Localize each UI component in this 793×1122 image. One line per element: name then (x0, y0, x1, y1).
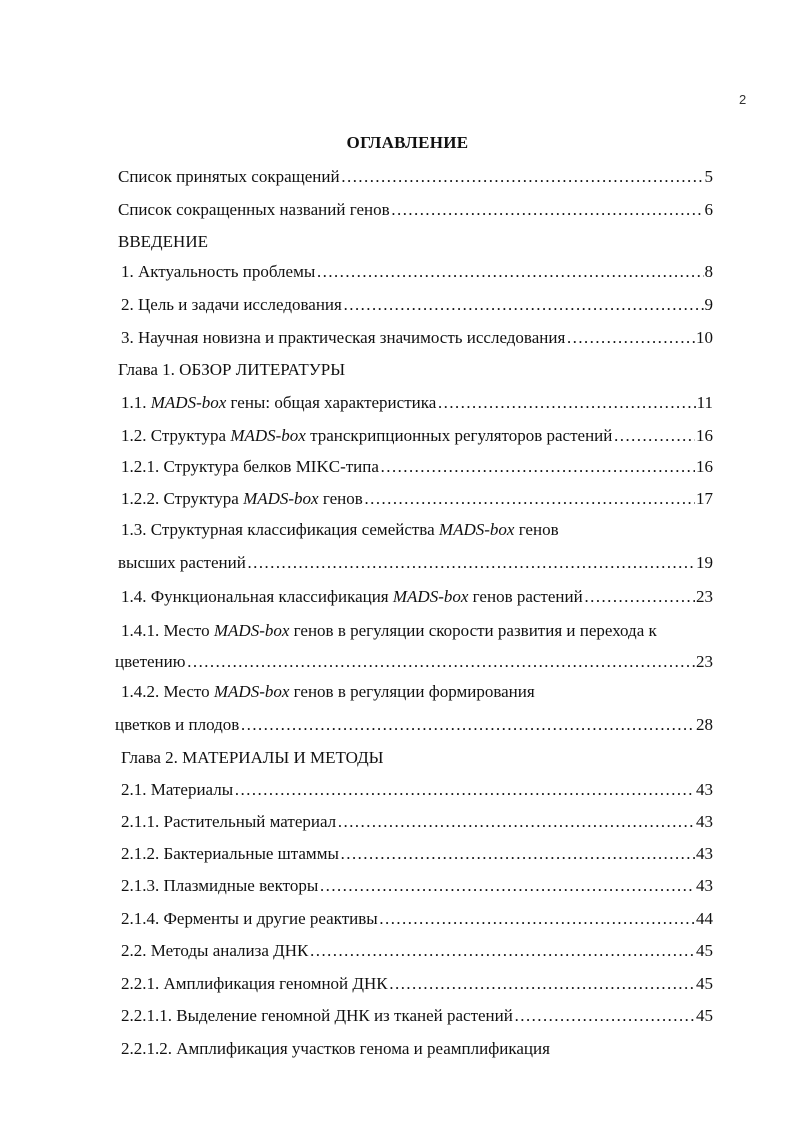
toc-entry-title (121, 456, 379, 478)
toc-entry-title (118, 199, 390, 221)
toc-entry[interactable] (121, 1005, 713, 1027)
toc-text: генов (318, 489, 363, 508)
dot-leader (584, 586, 695, 608)
toc-text: генов растений (468, 587, 583, 606)
dot-leader (364, 488, 695, 510)
toc-entry-title (121, 747, 384, 769)
dot-leader (340, 843, 695, 865)
toc-text: 2.2. Методы анализа ДНК (121, 941, 309, 960)
gene-family-italic: MADS-box (213, 682, 290, 701)
toc-entry-title (121, 425, 612, 447)
toc-entry[interactable] (121, 392, 713, 414)
dot-leader (343, 294, 704, 316)
toc-page-number: 43 (696, 844, 713, 863)
toc-entry[interactable] (121, 940, 713, 962)
toc-entry[interactable] (121, 973, 713, 995)
toc-entry[interactable] (121, 488, 713, 510)
toc-text: 1.2.2. Структура (121, 489, 244, 508)
toc-page-number: 44 (696, 909, 713, 928)
toc-entry-title (121, 294, 342, 316)
toc-page-number: 43 (696, 876, 713, 895)
toc-page-number: 16 (696, 457, 713, 476)
toc-entry-title (121, 843, 339, 865)
toc-page-number: 10 (696, 328, 713, 347)
toc-entry-title (121, 327, 565, 349)
dot-leader (341, 166, 704, 188)
toc-entry[interactable] (118, 552, 713, 574)
toc-entry[interactable] (121, 519, 559, 541)
toc-entry-title (121, 779, 233, 801)
toc-page-number: 23 (696, 587, 713, 606)
toc-entry-title (121, 519, 559, 541)
toc-entry-title (121, 811, 336, 833)
toc-entry-title (115, 651, 185, 673)
dot-leader (380, 456, 695, 478)
dot-leader (613, 425, 695, 447)
toc-text: генов в регуляции формирования (289, 682, 535, 701)
toc-entry-title (121, 586, 583, 608)
toc-page-number: 45 (696, 1006, 713, 1025)
toc-entry-title (121, 973, 388, 995)
toc-entry[interactable] (118, 231, 208, 253)
toc-entry[interactable] (118, 359, 345, 381)
toc-entry[interactable] (121, 747, 384, 769)
toc-page-number: 23 (696, 652, 713, 671)
toc-text: Список сокращенных названий генов (118, 200, 390, 219)
dot-leader (379, 908, 695, 930)
toc-text: 3. Научная новизна и практическая значимость исследования (121, 328, 566, 347)
toc-entry-title (121, 261, 315, 283)
toc-entry[interactable] (121, 327, 713, 349)
toc-page-number: 45 (696, 941, 713, 960)
toc-text: 2.1.2. Бактериальные штаммы (121, 844, 339, 863)
dot-leader (247, 552, 695, 574)
toc-text: 2. Цель и задачи исследования (121, 295, 342, 314)
toc-text: генов в регуляции скорости развития и перехода к (289, 621, 657, 640)
toc-page-number: 5 (704, 167, 713, 186)
toc-text: 2.1. Материалы (121, 780, 234, 799)
toc-text: цветков и плодов (115, 715, 240, 734)
toc-entry[interactable] (115, 651, 713, 673)
toc-entry-title (121, 940, 308, 962)
toc-page-number: 19 (696, 553, 713, 572)
dot-leader (391, 199, 704, 221)
toc-text: 2.1.1. Растительный материал (121, 812, 337, 831)
toc-entry[interactable] (121, 586, 713, 608)
toc-text: транскрипционных регуляторов растений (305, 426, 613, 445)
toc-entry-title (118, 166, 340, 188)
toc-page-number: 9 (704, 295, 713, 314)
toc-text: 2.2.1.2. Амплификация участков генома и реамплификация (121, 1039, 550, 1058)
dot-leader (389, 973, 695, 995)
gene-family-italic: MADS-box (213, 621, 290, 640)
toc-page-number: 8 (704, 262, 713, 281)
toc-text: 1.2.1. Структура белков MIKC-типа (121, 457, 379, 476)
toc-entry[interactable] (121, 811, 713, 833)
toc-text: 2.1.4. Ферменты и другие реактивы (121, 909, 378, 928)
toc-text: 1.3. Структурная классификация семейства (121, 520, 439, 539)
toc-entry-title (121, 392, 436, 414)
toc-entry[interactable] (121, 620, 657, 642)
toc-text: ВВЕДЕНИЕ (118, 232, 208, 251)
toc-text: Глава 2. МАТЕРИАЛЫ И МЕТОДЫ (121, 748, 384, 767)
toc-page-number: 11 (696, 393, 713, 412)
toc-page-number: 43 (696, 812, 713, 831)
toc-entry[interactable] (121, 843, 713, 865)
dot-leader (319, 875, 695, 897)
toc-entry[interactable] (118, 199, 713, 221)
toc-entry-title (121, 681, 535, 703)
toc-entry[interactable] (118, 166, 713, 188)
toc-entry-title (121, 1038, 550, 1060)
toc-text: высших растений (118, 553, 246, 572)
dot-leader (316, 261, 703, 283)
toc-entry-title (118, 231, 208, 253)
toc-entry-title (121, 1005, 513, 1027)
toc-entry[interactable] (121, 261, 713, 283)
page-number: 2 (739, 92, 747, 107)
dot-leader (437, 392, 695, 414)
dot-leader (337, 811, 695, 833)
toc-page-number: 16 (696, 426, 713, 445)
toc-text: 2.2.1. Амплификация геномной ДНК (121, 974, 388, 993)
toc-text: 1. Актуальность проблемы (121, 262, 316, 281)
toc-text: Глава 1. ОБЗОР ЛИТЕРАТУРЫ (118, 360, 346, 379)
gene-family-italic: MADS-box (230, 426, 306, 445)
toc-text: 1.4. Функциональная классификация (121, 587, 393, 606)
toc-text: 1.1. (121, 393, 151, 412)
gene-family-italic: MADS-box (392, 587, 469, 606)
gene-family-italic: MADS-box (243, 489, 319, 508)
toc-entry-title (121, 620, 657, 642)
toc-page-number: 28 (696, 715, 713, 734)
dot-leader (234, 779, 695, 801)
toc-title: ОГЛАВЛЕНИЕ (346, 133, 469, 152)
toc-entry[interactable] (121, 425, 713, 447)
toc-text: Список принятых сокращений (118, 167, 340, 186)
toc-text: 1.2. Структура (121, 426, 231, 445)
toc-entry-title (121, 908, 378, 930)
toc-text: гены: общая характеристика (226, 393, 437, 412)
dot-leader (309, 940, 695, 962)
toc-entry[interactable] (121, 875, 713, 897)
dot-leader (566, 327, 695, 349)
dot-leader (240, 714, 695, 736)
toc-text: цветению (115, 652, 186, 671)
toc-entry[interactable] (121, 681, 535, 703)
toc-entry[interactable] (121, 908, 713, 930)
toc-entry[interactable] (115, 714, 713, 736)
toc-entry-title (115, 714, 239, 736)
toc-text: 2.1.3. Плазмидные векторы (121, 876, 319, 895)
toc-entry[interactable] (121, 1038, 550, 1060)
toc-page-number: 43 (696, 780, 713, 799)
dot-leader (186, 651, 695, 673)
toc-entry-title (118, 552, 246, 574)
toc-entry-title (118, 359, 345, 381)
toc-text: 2.2.1.1. Выделение геномной ДНК из тканей растений (121, 1006, 513, 1025)
toc-entry[interactable] (121, 456, 713, 478)
toc-entry[interactable] (121, 294, 713, 316)
toc-entry[interactable] (121, 779, 713, 801)
gene-family-italic: MADS-box (438, 520, 515, 539)
toc-entry-title (121, 875, 318, 897)
toc-page-number: 6 (704, 200, 713, 219)
toc-entry-title (121, 488, 363, 510)
toc-page-number: 45 (696, 974, 713, 993)
dot-leader (514, 1005, 695, 1027)
gene-family-italic: MADS-box (150, 393, 227, 412)
toc-text: 1.4.2. Место (121, 682, 214, 701)
toc-page-number: 17 (696, 489, 713, 508)
toc-text: генов (514, 520, 559, 539)
toc-text: 1.4.1. Место (121, 621, 214, 640)
